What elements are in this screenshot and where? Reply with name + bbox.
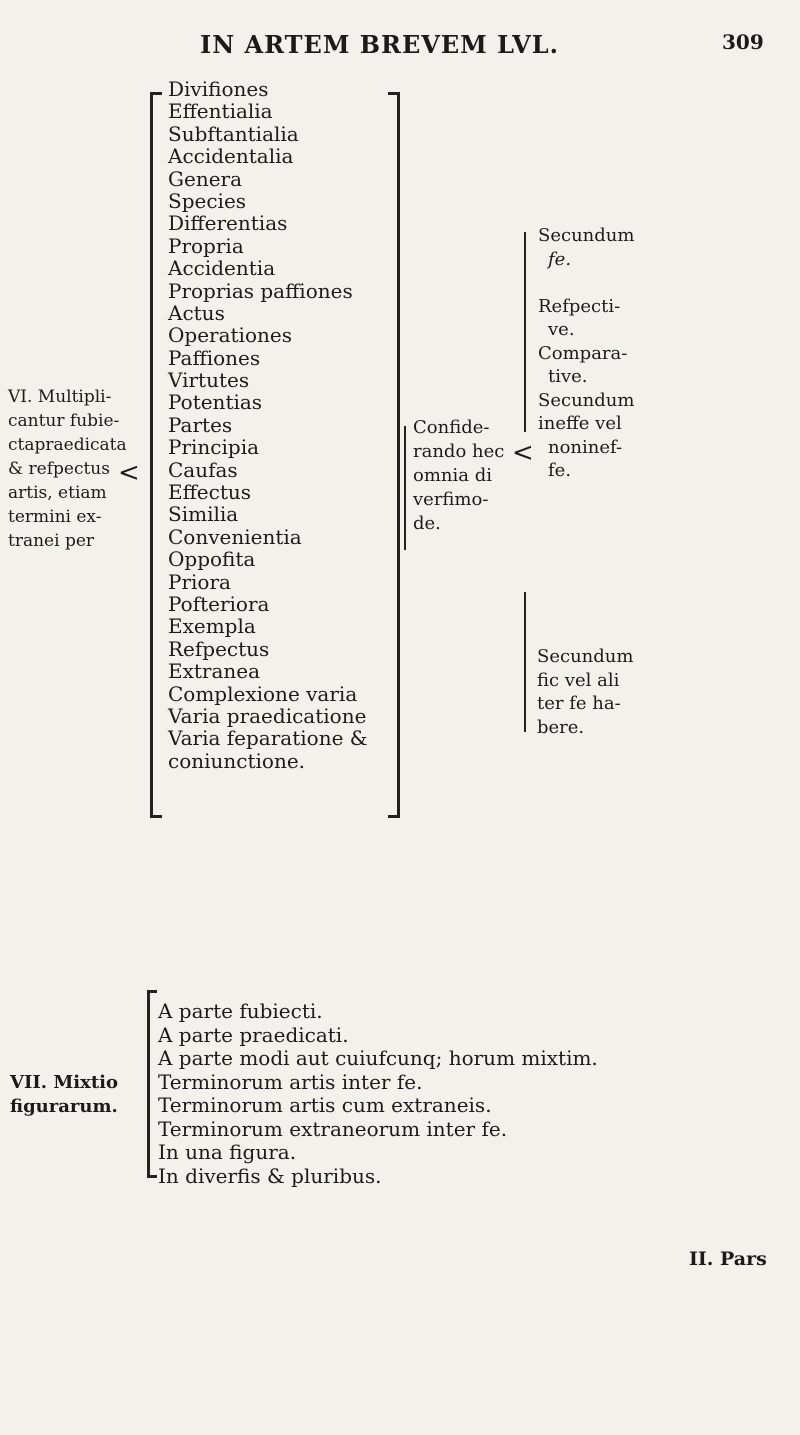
term: Priora [168,569,231,594]
bracket-right-note-line [524,232,526,432]
respect-note [538,224,634,483]
term: Potentias [168,390,263,415]
mixtio-list [158,1000,598,1188]
consider-note [413,416,504,536]
note-line: figurarum. [10,1096,118,1117]
page-number: 309 [722,30,764,54]
term: Species [168,188,247,213]
note-line: ctapraedicata [8,435,127,455]
term: Differentias [168,211,288,236]
note-line: VII. Mixtio [10,1072,118,1093]
term: Partes [168,412,233,437]
term: Effectus [168,480,252,505]
note-line: verfimo- [413,489,489,510]
note-line: fe. [548,248,572,270]
mixtio-line: A parte modi aut cuiufcunq; horum mixtim. [158,1046,598,1070]
term: coniunctione. [168,748,306,773]
note-line: Secundum [538,389,635,411]
term: Actus [168,300,225,325]
bracket-vii-top [147,990,157,993]
division-terms-list [168,78,368,772]
term: Subftantialia [168,121,299,146]
note-line: ineffe vel [538,413,622,434]
note-line: Secundum [537,646,634,667]
note-line: Refpecti- [538,295,621,317]
secundum-note [537,645,633,739]
mixtio-line: In diverfis & pluribus. [158,1163,382,1188]
mixtio-line: Terminorum extraneorum inter fe. [158,1116,508,1141]
mixtio-line: Terminorum artis cum extraneis. [158,1093,492,1117]
note-line: termini ex- [8,507,102,527]
bracket-right-note2-line [524,592,526,732]
term: Pofteriora [168,591,270,616]
bracket-left-top [150,92,162,95]
term: Accidentia [168,256,276,281]
note-line: Compara- [538,342,628,364]
bracket-right-top [388,92,400,95]
note-line: tranei per [8,531,95,551]
note-line: bere. [537,716,585,738]
term: Accidentalia [168,144,294,169]
term: Propria [168,233,244,258]
note-line: omnia di [413,465,492,486]
term: Proprias paffiones [168,278,353,303]
term: Extranea [168,659,261,684]
note-line: rando hec [413,441,505,462]
term: Paffiones [168,345,261,370]
term: Oppofita [168,547,256,572]
term: Caufas [168,457,238,482]
note-line [538,271,634,295]
bracket-mid-line [404,426,406,550]
term: Refpectus [168,636,270,661]
term: Effentialia [168,99,273,124]
bracket-right-bottom [388,815,400,818]
term: Varia feparatione & [168,726,368,751]
margin-note-vi [8,385,127,553]
term: Complexione varia [168,681,358,706]
note-line: artis, etiam [8,483,107,503]
note-line: & refpectus [8,459,110,479]
term: Convenientia [168,524,302,549]
note-line: ve. [548,319,575,340]
note-line: ter fe ha- [537,693,621,714]
margin-note-vii [10,1071,118,1119]
bracket-left-line [150,92,153,818]
running-header: IN ARTEM BREVEM LVL. [200,30,559,59]
brace-right-note: < [512,438,534,468]
mixtio-line: In una figura. [158,1140,297,1164]
bracket-vii-bottom [147,1175,157,1178]
bracket-vii-line [147,990,150,1178]
catchword: II. Pars [689,1248,767,1270]
note-line: fe. [548,460,572,481]
note-line: de. [413,513,441,534]
note-line: tive. [548,366,588,387]
bracket-left-bottom [150,815,162,818]
mixtio-line: A parte fubiecti. [158,999,323,1023]
term: Genera [168,166,243,191]
note-line: noninef- [548,436,623,458]
term: Exempla [168,614,256,639]
term: Operationes [168,323,292,348]
term: Divifiones [168,77,269,101]
term: Similia [168,502,239,527]
term: Virtutes [168,368,250,393]
mixtio-line: A parte praedicati. [158,1022,349,1047]
mixtio-line: Terminorum artis inter fe. [158,1069,423,1094]
note-line: Confide- [413,417,490,438]
note-line: fic vel ali [537,669,620,691]
note-line: cantur fubie- [8,411,120,431]
note-line: VI. Multipli- [8,387,112,407]
term: Principia [168,435,260,460]
term: Varia praedicatione [168,703,367,728]
bracket-right-line [397,92,400,818]
note-line: Secundum [538,225,635,246]
brace-left-vi: < [118,458,140,488]
